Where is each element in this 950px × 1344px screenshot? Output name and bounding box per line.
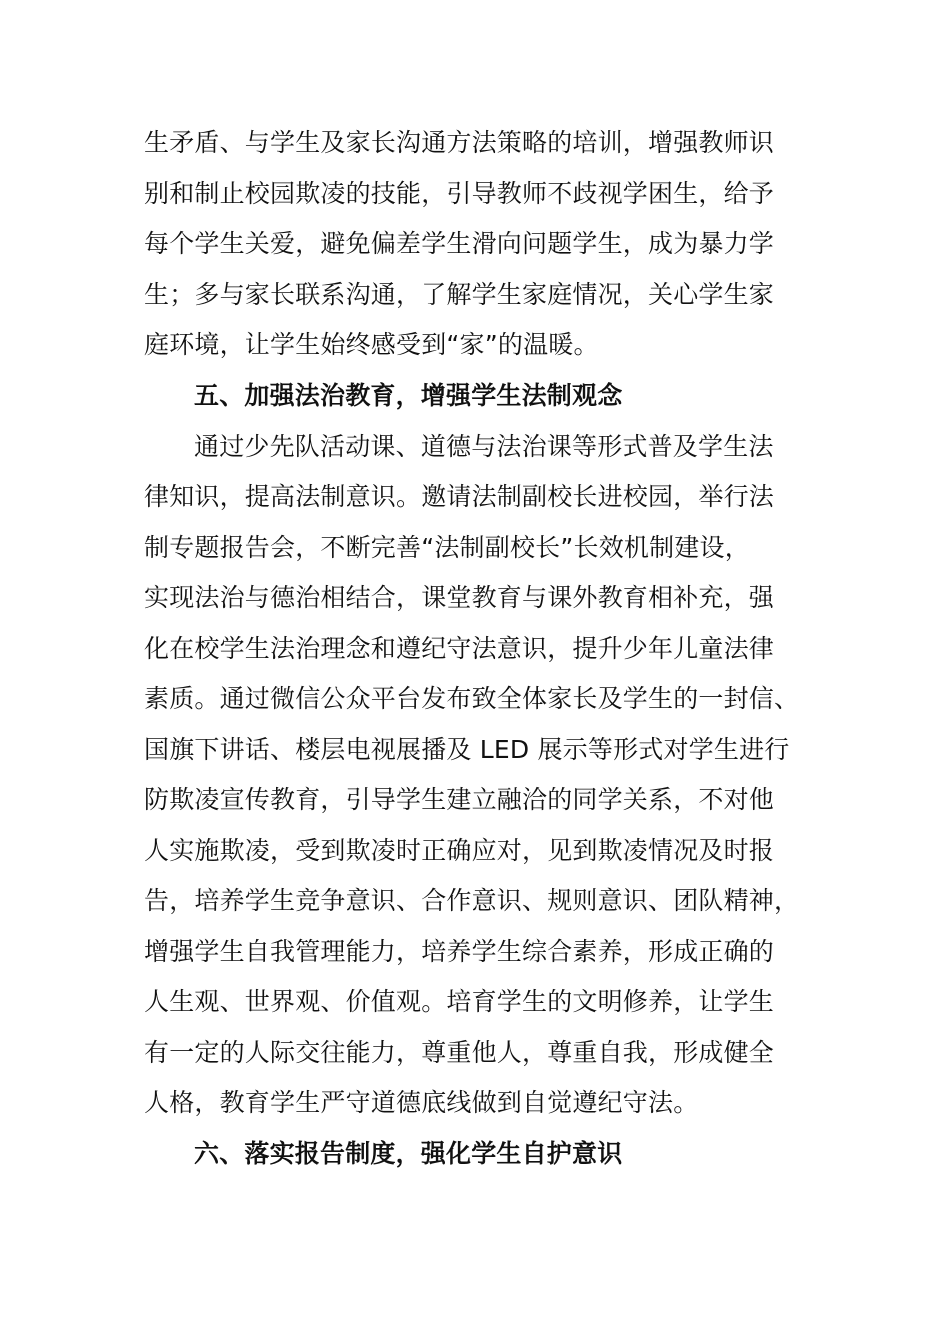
paragraph-line: 生矛盾、与学生及家长沟通方法策略的培训，增强教师识	[144, 128, 775, 157]
section-heading-6: 六、落实报告制度，强化学生自护意识	[194, 1139, 623, 1168]
paragraph-line: 制专题报告会，不断完善“法制副校长”长效机制建设，	[144, 533, 750, 562]
paragraph-line: 化在校学生法治理念和遵纪守法意识，提升少年儿童法律	[144, 634, 775, 663]
paragraph-line: 告，培养学生竞争意识、合作意识、规则意识、团队精神，	[144, 886, 800, 915]
paragraph-line: 律知识，提高法制意识。邀请法制副校长进校园，举行法	[144, 482, 775, 511]
paragraph-line: 人实施欺凌，受到欺凌时正确应对，见到欺凌情况及时报	[144, 836, 775, 865]
paragraph-line: 实现法治与德治相结合，课堂教育与课外教育相补充，强	[144, 583, 775, 612]
paragraph-line: 别和制止校园欺凌的技能，引导教师不歧视学困生，给予	[144, 179, 775, 208]
paragraph-line: 人格，教育学生严守道德底线做到自觉遵纪守法。	[144, 1088, 699, 1117]
paragraph-line: 素质。通过微信公众平台发布致全体家长及学生的一封信、	[144, 684, 800, 713]
section-heading-5: 五、加强法治教育，增强学生法制观念	[194, 381, 623, 410]
paragraph-line: 人生观、世界观、价值观。培育学生的文明修养，让学生	[144, 987, 775, 1016]
paragraph-line: 通过少先队活动课、道德与法治课等形式普及学生法	[194, 432, 774, 461]
paragraph-line: 增强学生自我管理能力，培养学生综合素养，形成正确的	[144, 937, 775, 966]
paragraph-line: 有一定的人际交往能力，尊重他人，尊重自我，形成健全	[144, 1038, 775, 1067]
paragraph-line: 防欺凌宣传教育，引导学生建立融洽的同学关系，不对他	[144, 785, 775, 814]
paragraph-line: 庭环境，让学生始终感受到“家”的温暖。	[144, 330, 599, 359]
paragraph-line: 每个学生关爱，避免偏差学生滑向问题学生，成为暴力学	[144, 229, 775, 258]
paragraph-line: 生；多与家长联系沟通，了解学生家庭情况，关心学生家	[144, 280, 775, 309]
paragraph-line: 国旗下讲话、楼层电视展播及 LED 展示等形式对学生进行	[144, 735, 790, 764]
